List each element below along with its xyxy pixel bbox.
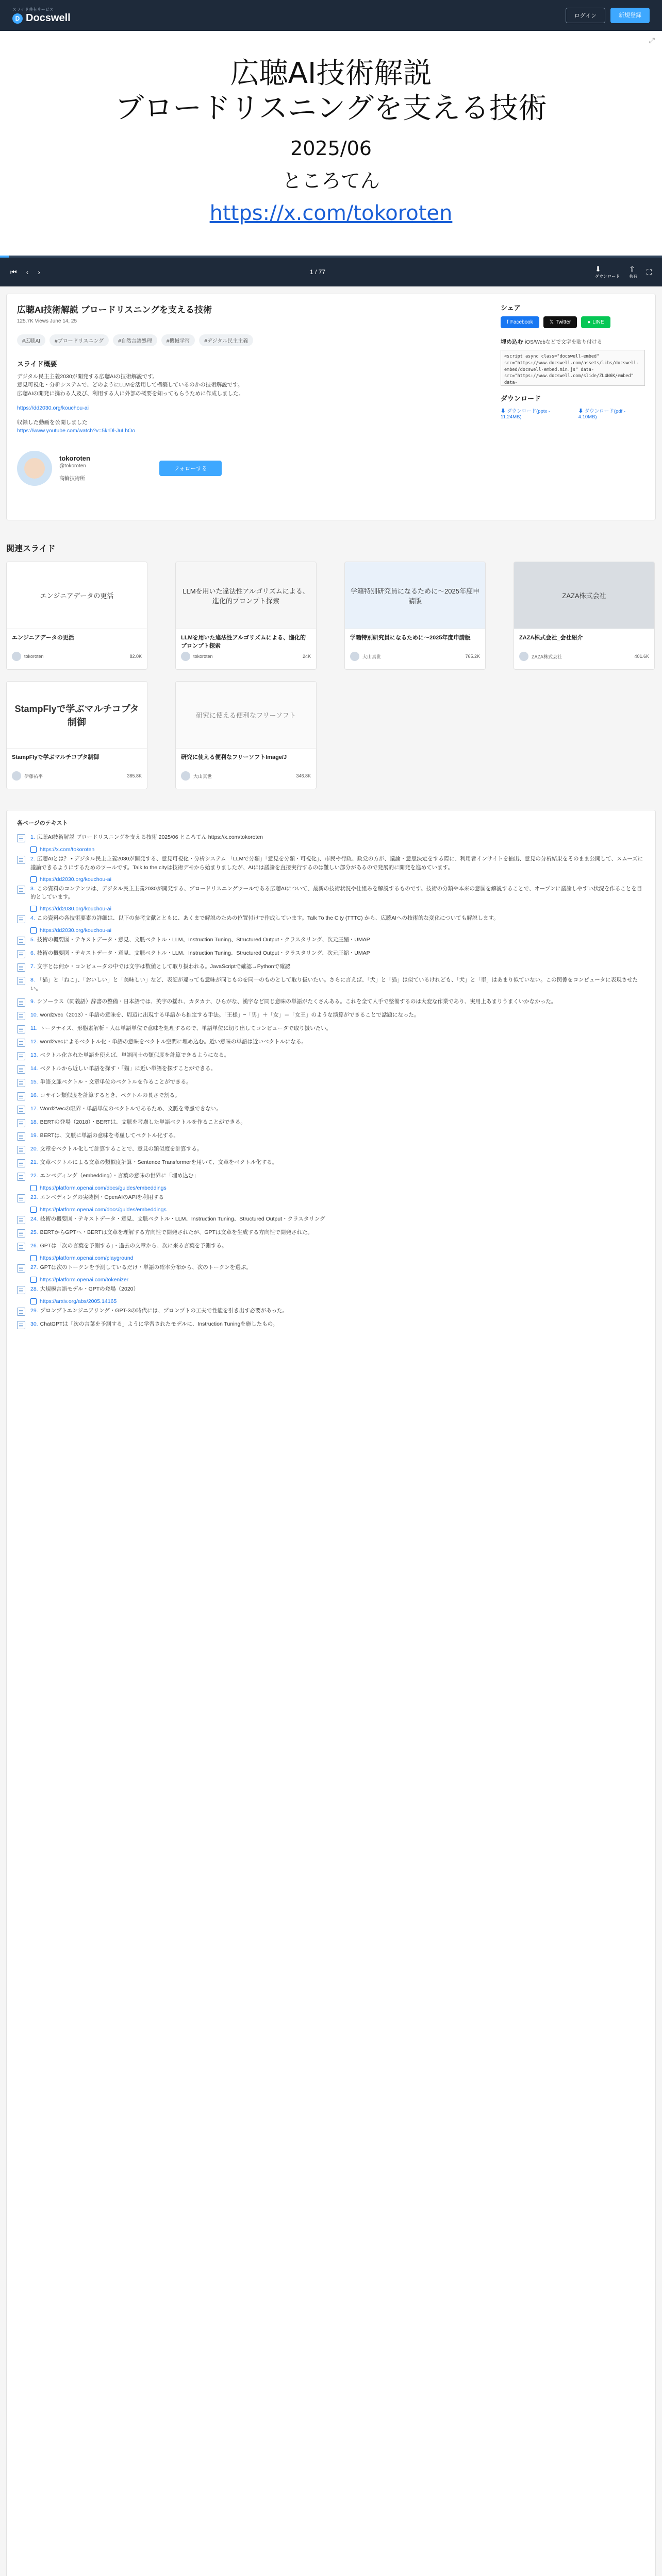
page-text-icon[interactable]	[17, 1286, 25, 1294]
slide-canvas[interactable]	[0, 31, 662, 250]
avatar	[181, 652, 190, 661]
slide-viewer[interactable]	[0, 31, 662, 286]
transcript-item	[17, 1078, 645, 1087]
related-title: 研究に使える便利なフリーソフトImage/J	[181, 754, 287, 760]
tag[interactable]: #広聴AI	[17, 334, 45, 346]
related-card[interactable]	[514, 562, 655, 670]
transcript-link[interactable]: https://platform.openai.com/tokenizer	[40, 1276, 129, 1283]
related-author: 大山真世	[362, 654, 382, 659]
description-line: 意見可視化・分析システムで、どのようにLLMを活用して構築しているのかの技術解説です。	[17, 382, 243, 388]
page-text: ベクトル化された単語を使えば、単語同士の類似度を計算できるようになる。	[40, 1052, 230, 1058]
page-number-link[interactable]: 2.	[30, 856, 35, 862]
transcript-link[interactable]: https://dd2030.org/kouchou-ai	[40, 927, 111, 934]
page-text-icon[interactable]	[17, 1106, 25, 1114]
related-views: 765.2K	[465, 654, 480, 659]
related-author: tokoroten	[24, 654, 44, 659]
facebook-label: Facebook	[510, 319, 533, 325]
avatar	[181, 771, 190, 781]
transcript-item	[17, 1172, 645, 1181]
brand-tagline: スライド共有サービス	[12, 7, 54, 12]
link-icon	[30, 846, 37, 853]
description-line: デジタル民主主義2030が開発する広聴AIの技術解説です。	[17, 374, 158, 380]
page-text: GPTは「次の言葉を予測する」・過去の文章から、次に来る言葉を予測する。	[40, 1242, 227, 1249]
transcript-link-row	[30, 1277, 645, 1283]
transcript-item	[17, 1193, 645, 1202]
page-number-link[interactable]: 20.	[30, 1145, 38, 1152]
related-thumbnail: LLMを用いた違法性アルゴリズムによる、進化的プロンプト探索	[176, 562, 316, 629]
page-number-link[interactable]: 4.	[30, 915, 35, 922]
link-icon	[30, 1207, 37, 1213]
share-icon: ⇪	[629, 265, 635, 273]
transcript-item	[17, 1024, 645, 1033]
facebook-icon: f	[507, 319, 508, 325]
transcript-item	[17, 885, 645, 902]
page-number-link[interactable]: 16.	[30, 1092, 38, 1098]
related-thumbnail: ZAZA株式会社	[514, 562, 654, 629]
page-text: BERTは、文脈に単語の意味を考慮してベクトル化する。	[40, 1132, 179, 1139]
page-number-link[interactable]: 5.	[30, 937, 35, 943]
transcript-item	[17, 1131, 645, 1141]
page-number-link[interactable]: 1.	[30, 834, 35, 840]
share-control[interactable]	[629, 265, 637, 279]
related-card[interactable]	[344, 562, 486, 670]
download-icon: ⬇	[501, 409, 507, 414]
logo[interactable]	[12, 12, 71, 24]
page-text: コサイン類似度を計算するとき、ベクトルの長さで割る。	[40, 1092, 180, 1098]
document-title: 広聴AI技術解説 ブロードリスニングを支える技術	[17, 305, 212, 315]
expand-icon[interactable]: ⤢	[649, 36, 655, 44]
page-number-link[interactable]: 14.	[30, 1065, 38, 1072]
transcript-item	[17, 936, 645, 945]
page-text-icon[interactable]	[17, 963, 25, 972]
facebook-share-button[interactable]	[501, 316, 539, 328]
page-text: Word2Vecの限界・単語単位のベクトルであるため、文脈を考慮できない。	[40, 1105, 222, 1112]
page-number-link[interactable]: 7.	[30, 963, 35, 970]
related-thumbnail: 研究に使える便利なフリーソフト	[176, 682, 316, 749]
page-text: 広聴AIとは？ • デジタル民主主義2030が開発する、意見可視化・分析システム 「LLMで分類」「意見を分類・可視化」、市民や行政、政党の方が、議論・意思決定をする際に、利用者インサイトを抽出、意見の分析結果をそのまま公開して、スムーズに議論できるようにするためのツールです。Talk to the cityは技術デモから始まりましたが、AIには議論を直接実行するのは難しい部分があるので発展的に開発を進めています。	[30, 856, 643, 871]
page-text-icon[interactable]	[17, 1173, 25, 1181]
share-label: 共有	[629, 274, 638, 279]
prev-page-icon[interactable]: ‹	[26, 268, 29, 276]
page-text: この資料のコンテンツは、デジタル民主主義2030が開発する、ブロードリスニングツールである広聴AIについて、最新の技術状況や仕組みを解説するものです。技術の分類や本来の意図を解説することで、オープンに議論しやすい状況を作ることを目的としています。	[30, 885, 642, 901]
slide-author: ところてん	[282, 169, 380, 192]
related-card[interactable]	[6, 681, 147, 789]
page-text: この資料の各技術要素の詳細は、以下の参考文献とともに、あくまで解説のための位置付けで作成しています。Talk To the City (TTTC) から、広聴AIへの技術的な変化についても解説します。	[37, 915, 499, 922]
page-indicator: 1 / 77	[310, 268, 326, 276]
related-title: LLMを用いた違法性アルゴリズムによる、進化的プロンプト探索	[181, 635, 306, 649]
page-text: 広聴AI技術解説 ブロードリスニングを支える技術 2025/06 ところてん https://x.com/tokoroten	[37, 834, 263, 840]
page-number-link[interactable]: 25.	[30, 1229, 38, 1235]
transcript-link[interactable]: https://platform.openai.com/docs/guides/embeddings	[40, 1184, 167, 1191]
page-text-icon[interactable]	[17, 1159, 25, 1167]
page-number-link[interactable]: 23.	[30, 1194, 38, 1200]
overview-heading: スライド概要	[17, 360, 57, 368]
author-handle: @tokoroten	[59, 463, 86, 469]
page-text-icon[interactable]	[17, 1216, 25, 1224]
page-text-icon[interactable]	[17, 1079, 25, 1087]
transcript-link-row	[30, 906, 645, 912]
transcript-item	[17, 1064, 645, 1074]
page-text: ChatGPTは「次の言葉を予測する」ように学習されたモデルに、Instruction Tuningを施したもの。	[40, 1320, 278, 1327]
page-text-icon[interactable]	[17, 915, 25, 923]
page-number-link[interactable]: 13.	[30, 1052, 38, 1058]
transcript-link[interactable]: https://arxiv.org/abs/2005.14165	[40, 1298, 117, 1304]
page-text: 技術の概要図・テキストデータ・意見、文脈ベクトル・LLM、Instruction Tuning、Structured Output・クラスタリング、次元圧縮・UMAP	[37, 937, 370, 943]
tag[interactable]: #ブロードリスニング	[49, 334, 109, 346]
slide-title-line1: 広聴AI技術解説	[230, 57, 432, 91]
logo-text: Docswell	[26, 12, 71, 24]
link-icon	[30, 1185, 37, 1191]
transcript-item	[17, 1091, 645, 1100]
transcript-item	[17, 1051, 645, 1060]
page-text: GPTは次のトークンを予測しているだけ・単語の確率分布から、次のトークンを選ぶ。	[40, 1264, 252, 1270]
transcript-link[interactable]: https://platform.openai.com/docs/guides/embeddings	[40, 1206, 167, 1213]
download-icon: ⬇	[595, 265, 601, 273]
page-text: word2vec（2013）・単語の意味を、周辺に出現する単語から推定する手法。「王様」−「男」＋「女」＝「女王」のような演算ができることで話題になった。	[40, 1011, 420, 1018]
top-bar	[0, 0, 662, 31]
line-share-button[interactable]	[581, 316, 610, 328]
document-info-card	[6, 294, 656, 520]
download-heading: ダウンロード	[501, 395, 541, 402]
embed-heading	[501, 337, 645, 346]
related-views: 24K	[302, 654, 311, 659]
author-row	[17, 451, 399, 486]
share-heading: シェア	[501, 304, 521, 312]
avatar	[350, 652, 359, 661]
transcript-item	[17, 976, 645, 993]
download-pdf-link[interactable]	[578, 407, 645, 420]
avatar	[12, 771, 21, 781]
line-label: LINE	[592, 319, 604, 325]
page-number-link[interactable]: 26.	[30, 1242, 38, 1249]
tag[interactable]: #デジタル民主主義	[199, 334, 253, 346]
page-text-section	[6, 810, 656, 2576]
related-title: エンジニアデータの更活	[12, 635, 74, 641]
author-name[interactable]: tokoroten	[59, 454, 90, 463]
page-number-link[interactable]: 9.	[30, 998, 35, 1005]
download-label: ダウンロード	[595, 274, 620, 279]
transcript-link-row	[30, 1207, 645, 1213]
description-line: 収録した動画を公開しました	[17, 419, 88, 426]
transcript-link-row	[30, 927, 645, 934]
slide-link[interactable]: https://x.com/tokoroten	[209, 201, 453, 225]
page-number-link[interactable]: 24.	[30, 1215, 38, 1222]
description-line: 広聴AIの開発に携わる人及び、利用する人に外部の概要を知ってもらうために作成しました。	[17, 390, 244, 397]
follow-button[interactable]: フォローする	[159, 461, 222, 476]
page-text: シソーラス（同義語）辞書の整備・日本語では、英字の揺れ、カタカナ、ひらがな、漢字など同じ意味の単語がたくさんある。これを全て人手で整備するのは大変な作業であり、実用上あまりうまくいかなかった。	[37, 998, 557, 1005]
page-text: トークナイズ、形態素解析・人は単語単位で意味を処理するので、単語単位に切り出してコンピュータで取り扱いたい。	[39, 1025, 332, 1031]
page-number-link[interactable]: 6.	[30, 950, 35, 957]
related-views: 82.0K	[129, 654, 142, 659]
page-text-icon[interactable]	[17, 1052, 25, 1060]
download-pptx-link[interactable]	[501, 407, 572, 420]
transcript-item	[17, 1158, 645, 1167]
related-card[interactable]	[175, 681, 317, 789]
transcript-link[interactable]: https://dd2030.org/kouchou-ai	[40, 906, 111, 912]
page-number-link[interactable]: 11.	[30, 1025, 38, 1031]
transcript-item	[17, 1228, 645, 1238]
download-pdf-label: ダウンロード(pdf - 4.10MB)	[578, 409, 625, 420]
link-icon	[30, 1255, 37, 1261]
brand[interactable]	[12, 7, 71, 24]
page-text: 単語文脈ベクトル・文章単位のベクトルを作ることができる。	[40, 1078, 192, 1085]
transcript-link-row	[30, 1185, 645, 1191]
page-text: エンベディング（embedding）・言葉の意味の世界に「埋め込む」	[40, 1172, 199, 1179]
related-author: 大山真世	[193, 773, 212, 779]
related-views: 401.6K	[634, 654, 649, 659]
twitter-share-button[interactable]	[543, 316, 577, 328]
page-text-icon[interactable]	[17, 1194, 25, 1202]
related-card[interactable]	[6, 562, 147, 670]
page-text: エンベディングの実装例・OpenAIのAPIを利用する	[40, 1194, 164, 1200]
page-text: 文章ベクトルによる文章の類似度計算・Sentence Transformerを用いて、文章をベクトル化する。	[40, 1159, 278, 1165]
transcript-item	[17, 1263, 645, 1273]
related-thumbnail: エンジニアデータの更活	[7, 562, 147, 629]
page-text-icon[interactable]	[17, 1039, 25, 1047]
page-text-icon[interactable]	[17, 1119, 25, 1127]
page-text: 「猫」と「ねこ」、「おいしい」と「美味しい」など、表記が違っても意味が同じものを同一のものとして取り扱いたい。さらに言えば、「犬」と「猫」は似ているけれども、「犬」と「車」はあまり似ていない。この関係をコンピュータに表現させたい。	[30, 977, 638, 992]
transcript-item	[17, 1215, 645, 1224]
transcript-item	[17, 1242, 645, 1251]
related-views: 346.8K	[296, 773, 311, 778]
slide-date: 2025/06	[290, 137, 372, 160]
transcript-item	[17, 997, 645, 1007]
docswell-logo-icon: D	[12, 13, 23, 24]
page-number-link[interactable]: 29.	[30, 1307, 38, 1314]
youtube-link[interactable]: https://www.youtube.com/watch?v=5krDl-JuLhOo	[17, 428, 136, 434]
login-button[interactable]: ログイン	[566, 8, 605, 23]
related-author: ZAZA株式会社	[532, 654, 562, 659]
page-text-icon[interactable]	[17, 1025, 25, 1033]
page-text-icon[interactable]	[17, 856, 25, 864]
link-icon	[30, 906, 37, 912]
page-text-icon[interactable]	[17, 886, 25, 894]
next-page-icon[interactable]: ›	[38, 268, 40, 276]
page-text-icon[interactable]	[17, 950, 25, 958]
transcript-item	[17, 1011, 645, 1020]
related-heading: 関連スライド	[6, 545, 56, 553]
avatar	[12, 652, 21, 661]
transcript-heading: 各ページのテキスト	[17, 820, 68, 826]
page-text: ベクトルから近しい単語を探す・「猫」に近い単語を探すことができる。	[40, 1065, 216, 1072]
description	[17, 372, 399, 435]
transcript-item	[17, 1320, 645, 1329]
page-number-link[interactable]: 28.	[30, 1285, 38, 1292]
page-number-link[interactable]: 30.	[30, 1320, 38, 1327]
related-card[interactable]	[175, 562, 317, 670]
tag-list	[17, 334, 399, 346]
page-text: 文章をベクトル化して計算することで、意見の類似度を計算する。	[40, 1145, 203, 1152]
transcript-link[interactable]: https://platform.openai.com/playground	[40, 1255, 134, 1261]
page-number-link[interactable]: 18.	[30, 1118, 38, 1125]
link-icon	[30, 876, 37, 883]
transcript-item	[17, 1118, 645, 1127]
transcript-link-row	[30, 846, 645, 853]
transcript-item	[17, 1285, 645, 1294]
transcript-link-row	[30, 876, 645, 883]
page-text: 大規模言語モデル・GPTの登場（2020）	[40, 1285, 139, 1292]
transcript-item	[17, 949, 645, 958]
page-text-icon[interactable]	[17, 1146, 25, 1154]
related-title: 学籍特別研究員になるために〜2025年度申請版	[350, 635, 471, 641]
download-icon: ⬇	[578, 409, 585, 414]
author-affiliation: 高輪技術所	[59, 476, 85, 482]
document-meta: 125.7K Views June 14, 25	[17, 318, 77, 324]
line-icon: ●	[587, 319, 591, 325]
related-title: StampFlyで学ぶマルチコプタ制御	[12, 754, 100, 760]
page-text: word2vecによるベクトル化・単語の意味をベクトル空間に埋め込む。近い意味の単語は近いベクトルになる。	[40, 1038, 307, 1045]
page-text-icon[interactable]	[17, 1132, 25, 1141]
download-control[interactable]	[595, 265, 620, 279]
page-text-icon[interactable]	[17, 1065, 25, 1074]
transcript-item	[17, 962, 645, 972]
page-text: 技術の概要図・テキストデータ・意見、文脈ベクトル・LLM、Instruction Tuning、Structured Output・クラスタリング、次元圧縮・UMAP	[37, 950, 370, 957]
transcript-list	[17, 833, 645, 1329]
page-number-link[interactable]: 12.	[30, 1038, 38, 1045]
transcript-item	[17, 855, 645, 872]
page-text-icon[interactable]	[17, 1092, 25, 1100]
transcript-item	[17, 1307, 645, 1316]
page-number-link[interactable]: 21.	[30, 1159, 38, 1165]
x-icon: 𝕏	[549, 319, 554, 325]
page-text-icon[interactable]	[17, 1264, 25, 1273]
embed-title: 埋め込む	[501, 339, 523, 345]
page-text-icon[interactable]	[17, 998, 25, 1007]
transcript-item	[17, 1038, 645, 1047]
embed-subtitle: iOS/Webなどで文字を貼り付ける	[525, 340, 602, 345]
related-thumbnail: 学籍特別研究員になるために〜2025年度申請版	[345, 562, 485, 629]
related-author: 伊藤祐平	[24, 773, 43, 779]
page-text: 技術の概要図・テキストデータ・意見、文脈ベクトル・LLM、Instruction Tuning、Structured Output・クラスタリング	[40, 1215, 325, 1222]
avatar[interactable]	[17, 451, 52, 486]
page-text-icon[interactable]	[17, 977, 25, 985]
page-number-link[interactable]: 8.	[30, 977, 35, 984]
transcript-link-row	[30, 1255, 645, 1261]
related-author: tokoroten	[193, 654, 213, 659]
page-text-icon[interactable]	[17, 937, 25, 945]
transcript-link[interactable]: https://x.com/tokoroten	[40, 846, 95, 853]
page-text: プロンプトエンジニアリング・GPT-3の時代には、プロンプトの工夫で性能を引き出す必要があった。	[40, 1307, 288, 1314]
twitter-label: Twitter	[555, 319, 571, 325]
page-text: BERTの登場（2018）・BERTは、文脈を考慮した単語ベクトルを作ることができる。	[40, 1118, 246, 1125]
fullscreen-icon[interactable]: ⛶	[647, 267, 652, 276]
tag[interactable]: #機械学習	[161, 334, 195, 346]
link-icon	[30, 1298, 37, 1304]
page-number-link[interactable]: 17.	[30, 1105, 38, 1112]
page-text-icon[interactable]	[17, 834, 25, 842]
transcript-item	[17, 833, 645, 842]
page-number-link[interactable]: 3.	[30, 885, 35, 892]
tag[interactable]: #自然言語処理	[113, 334, 157, 346]
related-title: ZAZA株式会社_会社紹介	[519, 635, 583, 641]
page-text-icon[interactable]	[17, 1012, 25, 1020]
transcript-item	[17, 914, 645, 923]
page-text-icon[interactable]	[17, 1321, 25, 1329]
page-text-icon[interactable]	[17, 1308, 25, 1316]
download-pptx-label: ダウンロード(pptx - 11.24MB)	[501, 409, 551, 420]
page-number-link[interactable]: 10.	[30, 1011, 38, 1018]
page-number-link[interactable]: 22.	[30, 1172, 38, 1179]
related-thumbnail: StampFlyで学ぶマルチコプタ制御	[7, 682, 147, 749]
link-icon	[30, 927, 37, 934]
viewer-controls	[0, 258, 662, 286]
page-text-icon[interactable]	[17, 1243, 25, 1251]
signup-button[interactable]: 新規登録	[610, 8, 650, 23]
page-number-link[interactable]: 15.	[30, 1078, 38, 1085]
description-link[interactable]: https://dd2030.org/kouchou-ai	[17, 404, 89, 411]
link-icon	[30, 1277, 37, 1283]
related-views: 365.8K	[127, 773, 142, 778]
page-text-icon[interactable]	[17, 1229, 25, 1238]
page-text: BERTからGPTへ・BERTは文章を理解する方向性で開発されたが、GPTは文章を生成する方向性で開発された。	[40, 1229, 313, 1235]
first-page-icon[interactable]: ⏮	[10, 267, 17, 276]
transcript-item	[17, 1105, 645, 1114]
embed-code-field[interactable]: <script async class="docswell-embed" src="https://www.docswell.com/assets/libs/docswell-embed/docswell-embed.min.js" data-src="https://www.docswell.com/slide/ZL4N6K/embed" data-	[501, 350, 645, 386]
slide-title-line2: ブロードリスニングを支える技術	[115, 91, 547, 125]
transcript-item	[17, 1145, 645, 1154]
page-number-link[interactable]: 27.	[30, 1264, 38, 1270]
transcript-link-row	[30, 1298, 645, 1304]
avatar	[519, 652, 528, 661]
page-number-link[interactable]: 19.	[30, 1132, 38, 1139]
page-text: 文字とは何か・コンピュータの中では文字は数値として取り扱われる。JavaScriptで確認→Pythonで確認	[37, 963, 290, 970]
transcript-link[interactable]: https://dd2030.org/kouchou-ai	[40, 876, 111, 883]
